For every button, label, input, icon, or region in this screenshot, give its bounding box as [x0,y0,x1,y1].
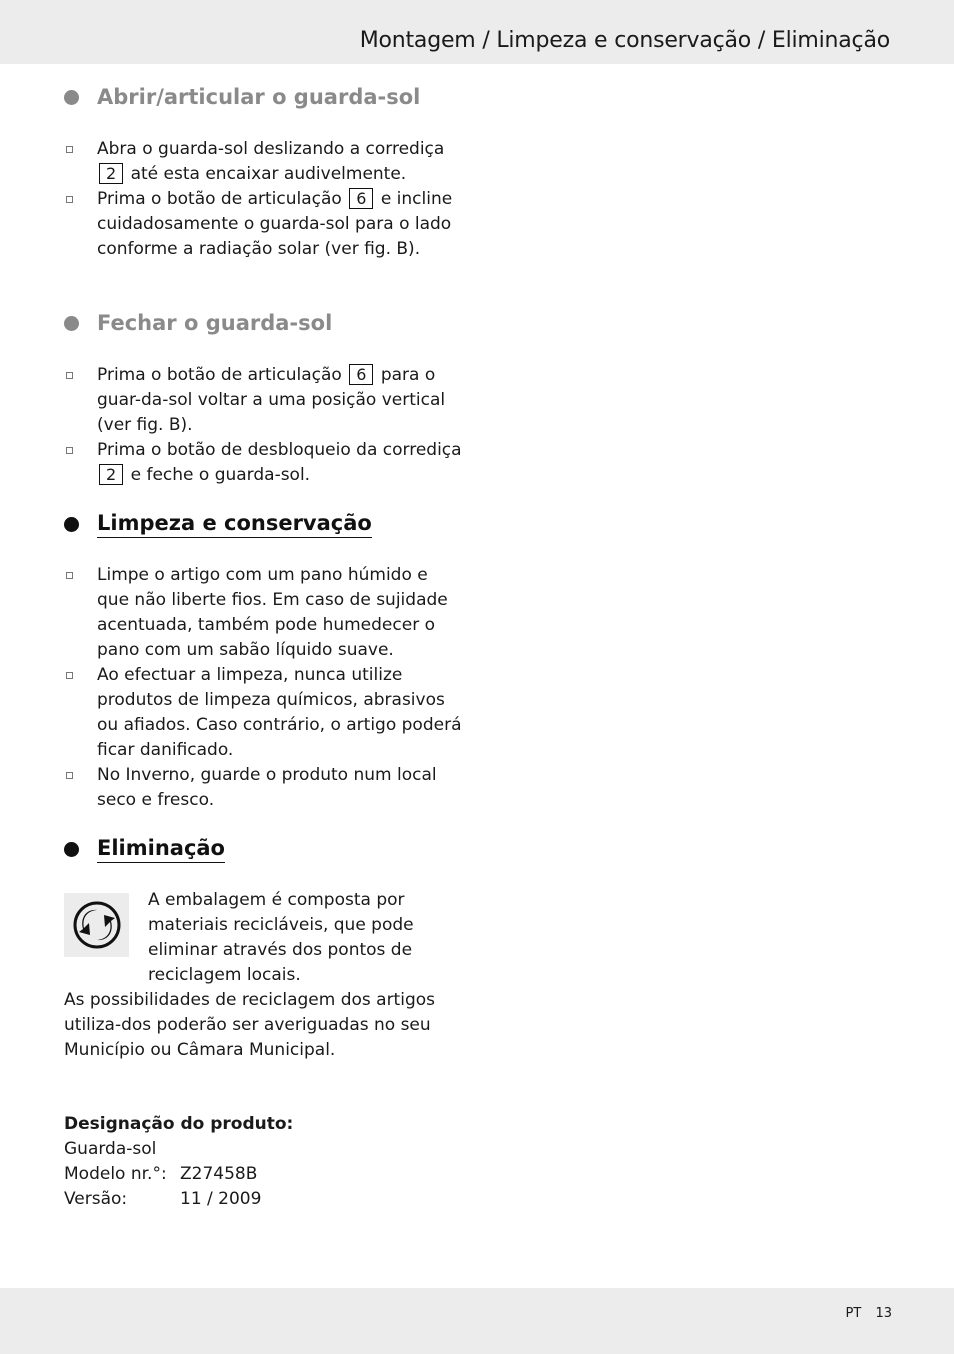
green-dot-recycle-icon [64,893,129,957]
list-item: Limpe o artigo com um pano húmido e que não liberte fios. Em caso de sujidade acentuada, também pode humedecer o pano com um sabão líquido suave. [64,563,464,663]
section-title: Eliminação [97,836,225,863]
checkbox-bullet-icon [66,146,73,153]
model-row [64,1162,464,1187]
bullet-dot-icon [64,90,79,105]
checkbox-bullet-icon [66,672,73,679]
instruction-list-limpeza [64,563,464,813]
part-reference: 2 [99,464,123,485]
list-item: Prima o botão de desbloqueio da corrediça 2 e feche o guarda-sol. [64,438,464,488]
recycling-info-paragraph: As possibilidades de reciclagem dos artigos utiliza-dos poderão ser averiguadas no seu Município ou Câmara Municipal. [64,990,435,1060]
footer-bar [0,1288,954,1354]
page-number: 13 [875,1306,892,1321]
checkbox-bullet-icon [66,772,73,779]
model-label: Modelo nr.°: [64,1164,167,1184]
version-value: 11 / 2009 [180,1189,262,1209]
page-footer [836,1306,892,1321]
part-reference: 6 [349,364,373,385]
language-code: PT [845,1306,862,1321]
bullet-dot-icon [64,316,79,331]
model-value: Z27458B [180,1164,258,1184]
section-heading-limpeza [64,511,372,538]
product-designation [64,1112,464,1212]
list-item: No Inverno, guarde o produto num local seco e fresco. [64,763,464,813]
bullet-dot-icon [64,517,79,532]
version-label: Versão: [64,1189,128,1209]
list-item: Ao efectuar a limpeza, nunca utilize produtos de limpeza químicos, abrasivos ou afiados. Caso contrário, o artigo poderá ficar danificado. [64,663,464,763]
product-name: Guarda-sol [64,1139,157,1159]
page-header-title: Montagem / Limpeza e conservação / Eliminação [359,28,890,53]
section-heading-eliminacao [64,836,225,863]
section-heading-fechar [64,311,332,335]
section-title: Abrir/articular o guarda-sol [97,85,421,109]
list-item: Abra o guarda-sol deslizando a corrediça 2 até esta encaixar audivelmente. [64,137,464,187]
product-label: Designação do produto: [64,1114,294,1134]
instruction-list-abrir [64,137,464,262]
bullet-dot-icon [64,842,79,857]
checkbox-bullet-icon [66,572,73,579]
list-item: Prima o botão de articulação 6 e incline cuidadosamente o guarda-sol para o lado conforme a radiação solar (ver fig. B). [64,187,464,262]
recycle-symbol-icon [73,901,121,949]
checkbox-bullet-icon [66,196,73,203]
checkbox-bullet-icon [66,447,73,454]
section-heading-abrir [64,85,420,109]
part-reference: 6 [349,188,373,209]
instruction-list-fechar [64,363,464,488]
section-title: Fechar o guarda-sol [97,311,333,335]
recycle-description: A embalagem é composta por materiais recicláveis, que pode eliminar através dos pontos de reciclagem locais. [148,890,414,985]
version-row [64,1187,464,1212]
list-item: Prima o botão de articulação 6 para o guar-da-sol voltar a uma posição vertical (ver fig. B). [64,363,464,438]
part-reference: 2 [99,163,123,184]
section-title: Limpeza e conservação [97,511,372,538]
checkbox-bullet-icon [66,372,73,379]
